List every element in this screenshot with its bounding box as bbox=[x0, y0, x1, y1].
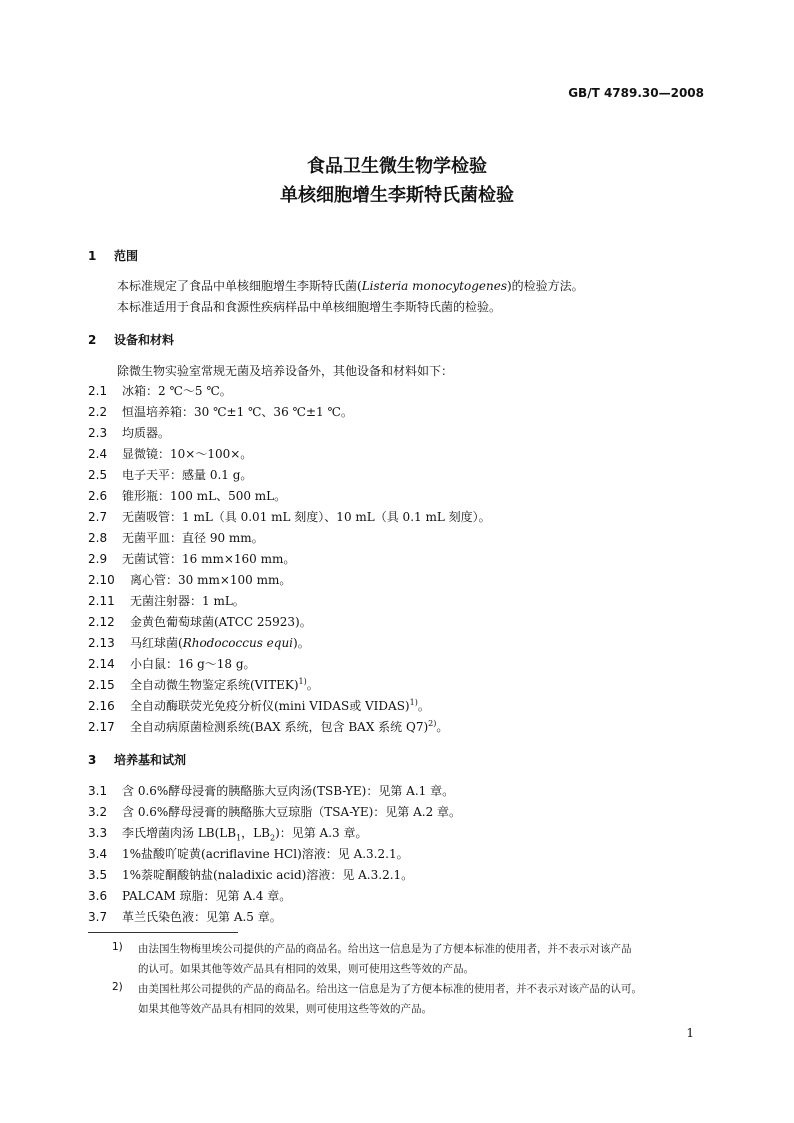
list-item bbox=[88, 866, 413, 883]
item-number: 2.16 bbox=[88, 699, 115, 713]
item-number: 2.2 bbox=[88, 405, 108, 419]
section-title: 范围 bbox=[114, 249, 139, 263]
footnote-ref: 1) bbox=[409, 698, 418, 707]
species-name: Listeria monocytogenes bbox=[361, 279, 507, 293]
subscript: 1 bbox=[236, 833, 242, 843]
item-text: 全自动病原菌检测系统(BAX 系统，包含 BAX 系统 Q7) bbox=[130, 720, 429, 734]
section-number: 1 bbox=[88, 249, 97, 263]
footnote-mark: 1) bbox=[112, 941, 123, 953]
list-item bbox=[88, 508, 491, 525]
scope-paragraph-1 bbox=[117, 277, 584, 294]
item-text: 显微镜：10×～100×。 bbox=[122, 447, 253, 461]
list-item bbox=[88, 782, 454, 799]
item-number: 2.9 bbox=[88, 552, 108, 566]
item-text: 。 bbox=[306, 678, 319, 692]
text-run: )的检验方法。 bbox=[507, 279, 584, 293]
item-text: )：见第 A.3 章。 bbox=[275, 826, 368, 840]
list-item bbox=[88, 908, 282, 925]
footnote-2-line1: 由美国杜邦公司提供的产品的商品名。给出这一信息是为了方便本标准的使用者，并不表示对该产品的认可。 bbox=[138, 983, 642, 995]
section-number: 2 bbox=[88, 333, 97, 347]
footnote-1-line2: 的认可。如果其他等效产品具有相同的效果，则可使用这些等效的产品。 bbox=[138, 963, 474, 975]
item-number: 2.5 bbox=[88, 468, 108, 482]
species-name: Rhodococcus equi bbox=[182, 636, 294, 650]
list-item bbox=[88, 466, 252, 483]
item-text: )。 bbox=[293, 636, 310, 650]
item-number: 3.3 bbox=[88, 826, 108, 840]
item-number: 2.11 bbox=[88, 594, 115, 608]
item-number: 3.7 bbox=[88, 910, 108, 924]
text-run: 本标准规定了食品中单核细胞增生李斯特氏菌( bbox=[117, 279, 362, 293]
list-item bbox=[88, 550, 295, 567]
item-number: 2.15 bbox=[88, 678, 115, 692]
item-text: 无菌吸管：1 mL（具 0.01 mL 刻度）、10 mL（具 0.1 mL 刻度）。 bbox=[122, 510, 491, 524]
item-number: 3.2 bbox=[88, 805, 108, 819]
item-text: 马红球菌( bbox=[130, 636, 183, 650]
item-text: 锥形瓶：100 mL、500 mL。 bbox=[122, 489, 287, 503]
footnote-ref: 1) bbox=[298, 677, 307, 686]
page-number: 1 bbox=[686, 1026, 694, 1040]
item-text: 无菌注射器：1 mL。 bbox=[130, 594, 245, 608]
section-heading-media bbox=[88, 751, 186, 768]
list-item bbox=[88, 887, 291, 904]
list-item bbox=[88, 697, 430, 714]
item-number: 2.6 bbox=[88, 489, 108, 503]
list-item bbox=[88, 718, 448, 735]
section-title: 设备和材料 bbox=[114, 333, 175, 347]
item-number: 3.4 bbox=[88, 847, 108, 861]
item-text: 冰箱：2 ℃～5 ℃。 bbox=[122, 384, 232, 398]
item-text: 无菌平皿：直径 90 mm。 bbox=[122, 531, 264, 545]
subscript: 2 bbox=[269, 833, 276, 843]
list-item bbox=[88, 445, 252, 462]
item-number: 2.4 bbox=[88, 447, 108, 461]
list-item bbox=[88, 803, 461, 820]
item-text: 革兰氏染色液：见第 A.5 章。 bbox=[122, 910, 282, 924]
item-number: 2.8 bbox=[88, 531, 108, 545]
footnote-mark: 2) bbox=[112, 981, 123, 993]
item-text: 含 0.6%酵母浸膏的胰酪胨大豆肉汤(TSB-YE)：见第 A.1 章。 bbox=[122, 784, 455, 798]
footnote-ref: 2) bbox=[428, 719, 437, 728]
list-item bbox=[88, 676, 319, 693]
document-title-line1: 食品卫生微生物学检验 bbox=[307, 156, 487, 177]
item-text: 含 0.6%酵母浸膏的胰酪胨大豆琼脂（TSA-YE)：见第 A.2 章。 bbox=[122, 805, 462, 819]
scope-paragraph-2: 本标准适用于食品和食源性疾病样品中单核细胞增生李斯特氏菌的检验。 bbox=[117, 300, 502, 314]
item-number: 2.7 bbox=[88, 510, 108, 524]
item-text: 。 bbox=[417, 699, 430, 713]
footnote-divider bbox=[88, 932, 238, 933]
list-item bbox=[88, 424, 170, 441]
list-item bbox=[88, 655, 256, 672]
item-text: 。 bbox=[436, 720, 449, 734]
list-item bbox=[88, 634, 310, 651]
item-text: 均质器。 bbox=[122, 426, 171, 440]
footnote-2-line2: 如果其他等效产品具有相同的效果，则可使用这些等效的产品。 bbox=[138, 1003, 432, 1015]
item-number: 3.5 bbox=[88, 868, 108, 882]
document-title-line2: 单核细胞增生李斯特氏菌检验 bbox=[280, 185, 514, 206]
item-number: 2.14 bbox=[88, 657, 115, 671]
list-item bbox=[88, 487, 286, 504]
equipment-intro: 除微生物实验室常规无菌及培养设备外，其他设备和材料如下： bbox=[117, 364, 454, 378]
item-number: 2.12 bbox=[88, 615, 115, 629]
item-text: 全自动微生物鉴定系统(VITEK) bbox=[130, 678, 299, 692]
standard-code: GB/T 4789.30—2008 bbox=[568, 86, 704, 100]
item-text: 1%盐酸吖啶黄(acriflavine HCl)溶液：见 A.3.2.1。 bbox=[122, 847, 409, 861]
item-text: 1%萘啶酮酸钠盐(naladixic acid)溶液：见 A.3.2.1。 bbox=[122, 868, 414, 882]
item-number: 2.10 bbox=[88, 573, 115, 587]
list-item bbox=[88, 529, 264, 546]
list-item bbox=[88, 382, 232, 399]
item-text: 离心管：30 mm×100 mm。 bbox=[130, 573, 292, 587]
item-text: 金黄色葡萄球菌(ATCC 25923)。 bbox=[130, 615, 312, 629]
section-heading-scope bbox=[88, 247, 138, 264]
footnote-1-line1: 由法国生物梅里埃公司提供的产品的商品名。给出这一信息是为了方便本标准的使用者，并不表示对该产品 bbox=[138, 943, 632, 955]
list-item bbox=[88, 824, 368, 842]
list-item bbox=[88, 592, 245, 609]
section-number: 3 bbox=[88, 753, 97, 767]
item-number: 3.6 bbox=[88, 889, 108, 903]
item-text: 无菌试管：16 mm×160 mm。 bbox=[122, 552, 296, 566]
item-number: 2.13 bbox=[88, 636, 115, 650]
list-item bbox=[88, 613, 312, 630]
section-heading-equipment bbox=[88, 331, 174, 348]
section-title: 培养基和试剂 bbox=[114, 753, 187, 767]
item-text: PALCAM 琼脂：见第 A.4 章。 bbox=[122, 889, 292, 903]
list-item bbox=[88, 845, 409, 862]
item-text: 全自动酶联荧光免疫分析仪(mini VIDAS或 VIDAS) bbox=[130, 699, 410, 713]
item-number: 2.3 bbox=[88, 426, 108, 440]
item-text: 恒温培养箱：30 ℃±1 ℃、36 ℃±1 ℃。 bbox=[122, 405, 353, 419]
item-text: 电子天平：感量 0.1 g。 bbox=[122, 468, 253, 482]
item-text: 小白鼠：16 g～18 g。 bbox=[130, 657, 256, 671]
item-text: ，LB bbox=[241, 826, 270, 840]
item-number: 2.1 bbox=[88, 384, 108, 398]
item-text: 李氏增菌肉汤 LB(LB bbox=[122, 826, 237, 840]
item-number: 2.17 bbox=[88, 720, 115, 734]
item-number: 3.1 bbox=[88, 784, 108, 798]
list-item bbox=[88, 571, 291, 588]
list-item bbox=[88, 403, 353, 420]
